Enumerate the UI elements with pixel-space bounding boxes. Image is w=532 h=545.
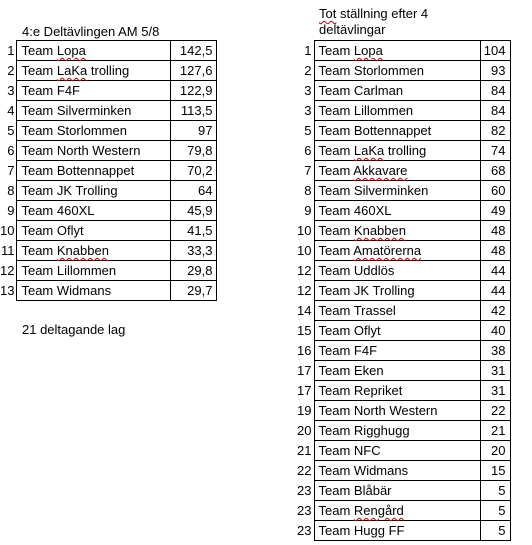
left-title: 4:e Deltävlingen AM 5/8 [22,24,160,39]
rank-cell: 3 [7,83,15,98]
table-row [294,401,510,421]
team-name: Oflyt [353,323,381,338]
table-row [0,181,217,201]
team-cell [314,181,480,201]
team-prefix: Team [318,283,351,298]
rank-cell: 12 [297,263,312,278]
team-name: Widmans [353,463,409,478]
team-prefix: Team [318,243,351,258]
team-cell [314,381,480,401]
team-prefix: Team [21,83,54,98]
team-cell [314,241,480,261]
team-name: Trassel [353,303,396,318]
table-row [294,121,510,141]
table-row [0,141,217,161]
table-row [294,441,510,461]
rank-cell: 12 [297,283,312,298]
right-standings-table [294,40,511,541]
rank-cell: 9 [7,203,15,218]
team-prefix: Team [318,123,351,138]
rank-cell: 10 [0,223,15,238]
team-prefix: Team [318,263,351,278]
team-cell [314,481,480,501]
team-prefix: Team [318,43,351,58]
score-cell: 41,5 [171,221,217,241]
team-cell [314,361,480,381]
team-prefix: Team [21,183,54,198]
score-cell: 64 [171,181,217,201]
right-title-line1 [319,6,428,22]
team-cell [314,221,480,241]
team-prefix: Team [318,363,351,378]
team-name: F4F [56,83,81,98]
score-cell: 29,7 [171,281,217,301]
team-prefix: Team [21,103,54,118]
team-name: Bottennappet [353,123,432,138]
table-row [294,61,510,81]
table-row [0,241,217,261]
rank-cell: 21 [297,443,312,458]
score-cell: 74 [480,141,510,161]
rank-cell: 8 [7,183,15,198]
team-prefix: Team [318,63,351,78]
rank-cell: 22 [297,463,312,478]
left-standings-table [0,40,217,301]
team-prefix: Team [318,163,351,178]
team-cell [314,261,480,281]
score-cell: 68 [480,161,510,181]
team-prefix: Team [21,63,54,78]
table-row [294,101,510,121]
team-prefix: Team [318,403,351,418]
team-prefix: Team [21,163,54,178]
team-prefix: Team [318,423,351,438]
team-name: Storlommen [56,123,127,138]
team-name: North Western [56,143,141,158]
rank-cell: 10 [297,243,312,258]
team-name: Oflyt [56,223,84,238]
rank-cell: 7 [304,163,312,178]
team-name: JK Trolling [353,283,415,298]
team-cell [314,101,480,121]
team-name: Rengård [353,503,404,518]
team-name: LaKa trolling [56,63,130,78]
team-cell [314,421,480,441]
score-cell: 22 [480,401,510,421]
team-name: F4F [353,343,378,358]
team-cell [314,161,480,181]
team-name: JK Trolling [56,183,118,198]
score-cell: 20 [480,441,510,461]
table-row [0,161,217,181]
table-row [294,421,510,441]
team-name: Lopa [353,43,383,58]
team-prefix: Team [318,103,351,118]
rank-cell: 13 [0,283,15,298]
team-name: NFC [353,443,381,458]
table-row [294,41,510,61]
rank-cell: 17 [297,383,312,398]
team-prefix: Team [318,183,351,198]
participants-note: 21 deltagande lag [22,322,126,337]
team-name: Lillommen [353,103,414,118]
table-row [294,201,510,221]
team-name: LaKa trolling [353,143,427,158]
team-cell [17,281,171,301]
team-name: Akkavare [353,163,408,178]
score-cell: 97 [171,121,217,141]
rank-cell: 10 [297,223,312,238]
score-cell: 44 [480,281,510,301]
score-cell: 45,9 [171,201,217,221]
score-cell: 104 [480,41,510,61]
team-prefix: Team [21,223,54,238]
team-cell [314,141,480,161]
rank-cell: 2 [304,63,312,78]
rank-cell: 7 [7,163,15,178]
left-standings-body [0,41,217,301]
team-name: Amatörerna [353,243,422,258]
team-prefix: Team [318,383,351,398]
table-row [0,201,217,221]
team-cell [314,461,480,481]
rank-cell: 19 [297,403,312,418]
team-prefix: Team [318,303,351,318]
table-row [294,221,510,241]
team-cell [314,61,480,81]
score-cell: 113,5 [171,101,217,121]
team-name: Uddlös [353,263,395,278]
team-cell [314,201,480,221]
rank-cell: 17 [297,363,312,378]
score-cell: 40 [480,321,510,341]
right-title-tot: Tot [319,6,337,21]
team-cell [17,141,171,161]
score-cell: 127,6 [171,61,217,81]
score-cell: 82 [480,121,510,141]
table-row [0,81,217,101]
table-row [294,301,510,321]
team-cell [17,181,171,201]
right-title-line2: deltävlingar [319,22,386,37]
table-row [294,321,510,341]
table-row [294,361,510,381]
score-cell: 79,8 [171,141,217,161]
team-cell [314,521,480,541]
rank-cell: 6 [7,143,15,158]
right-title-rest: ställning efter 4 [339,6,429,21]
table-row [294,461,510,481]
team-name: Lopa [56,43,86,58]
rank-cell: 20 [297,423,312,438]
rank-cell: 23 [297,503,312,518]
rank-cell: 8 [304,183,312,198]
team-prefix: Team [318,483,351,498]
score-cell: 29,8 [171,261,217,281]
team-prefix: Team [318,323,351,338]
team-name: Knabben [56,243,109,258]
team-cell [17,201,171,221]
team-prefix: Team [21,243,54,258]
table-row [294,181,510,201]
score-cell: 48 [480,221,510,241]
team-name: Blåbär [353,483,392,498]
table-row [0,61,217,81]
team-cell [314,501,480,521]
score-cell: 5 [480,501,510,521]
rank-cell: 23 [297,523,312,538]
team-name: North Western [353,403,438,418]
rank-cell: 1 [304,43,312,58]
team-prefix: Team [21,263,54,278]
team-cell [314,321,480,341]
score-cell: 70,2 [171,161,217,181]
score-cell: 93 [480,61,510,81]
table-row [294,241,510,261]
team-name: Rigghugg [353,423,410,438]
team-cell [17,161,171,181]
team-prefix: Team [21,123,54,138]
score-cell: 31 [480,381,510,401]
team-name: Bottennappet [56,163,135,178]
table-row [294,261,510,281]
table-row [294,81,510,101]
rank-cell: 12 [0,263,15,278]
team-cell [314,81,480,101]
team-prefix: Team [318,223,351,238]
table-row [294,281,510,301]
team-cell [314,341,480,361]
table-row [294,161,510,181]
rank-cell: 1 [7,43,15,58]
team-cell [17,121,171,141]
table-row [0,121,217,141]
team-name: Storlommen [353,63,424,78]
table-row [294,501,510,521]
team-cell [314,281,480,301]
team-cell [17,101,171,121]
team-cell [17,241,171,261]
team-prefix: Team [21,283,54,298]
score-cell: 33,3 [171,241,217,261]
score-cell: 44 [480,261,510,281]
rank-cell: 5 [7,123,15,138]
score-cell: 84 [480,81,510,101]
table-row [294,521,510,541]
team-prefix: Team [21,203,54,218]
team-prefix: Team [318,443,351,458]
team-prefix: Team [318,503,351,518]
team-name: Knabben [353,223,406,238]
team-cell [17,221,171,241]
team-name: Silverminken [353,183,429,198]
score-cell: 31 [480,361,510,381]
score-cell: 122,9 [171,81,217,101]
score-cell: 38 [480,341,510,361]
team-prefix: Team [21,43,54,58]
rank-cell: 4 [7,103,15,118]
rank-cell: 3 [304,103,312,118]
team-cell [314,401,480,421]
team-name: Repriket [353,383,403,398]
right-standings-body [294,41,510,541]
score-cell: 49 [480,201,510,221]
team-cell [314,301,480,321]
rank-cell: 15 [297,323,312,338]
rank-cell: 2 [7,63,15,78]
table-row [0,221,217,241]
team-cell [17,81,171,101]
table-row [0,101,217,121]
table-row [294,381,510,401]
score-cell: 142,5 [171,41,217,61]
team-cell [314,441,480,461]
rank-cell: 5 [304,123,312,138]
team-cell [17,61,171,81]
rank-cell: 16 [297,343,312,358]
team-cell [314,41,480,61]
score-cell: 5 [480,521,510,541]
score-cell: 60 [480,181,510,201]
team-name: Widmans [56,283,112,298]
team-prefix: Team [318,343,351,358]
team-name: Hugg FF [353,523,405,538]
table-row [294,481,510,501]
rank-cell: 11 [0,243,15,258]
score-cell: 15 [480,461,510,481]
team-prefix: Team [21,143,54,158]
rank-cell: 14 [297,303,312,318]
rank-cell: 3 [304,83,312,98]
team-name: Lillommen [56,263,117,278]
score-cell: 21 [480,421,510,441]
rank-cell: 9 [304,203,312,218]
team-name: Eken [353,363,384,378]
team-name: Carlman [353,83,404,98]
score-cell: 84 [480,101,510,121]
team-name: 460XL [56,203,95,218]
rank-cell: 23 [297,483,312,498]
team-name: 460XL [353,203,392,218]
table-row [294,141,510,161]
team-prefix: Team [318,143,351,158]
score-cell: 48 [480,241,510,261]
team-cell [314,121,480,141]
score-cell: 5 [480,481,510,501]
table-row [0,41,217,61]
team-name: Silverminken [56,103,132,118]
team-prefix: Team [318,463,351,478]
team-cell [17,261,171,281]
score-cell: 42 [480,301,510,321]
rank-cell: 6 [304,143,312,158]
table-row [0,261,217,281]
table-row [0,281,217,301]
team-cell [17,41,171,61]
team-prefix: Team [318,83,351,98]
team-prefix: Team [318,203,351,218]
team-prefix: Team [318,523,351,538]
table-row [294,341,510,361]
